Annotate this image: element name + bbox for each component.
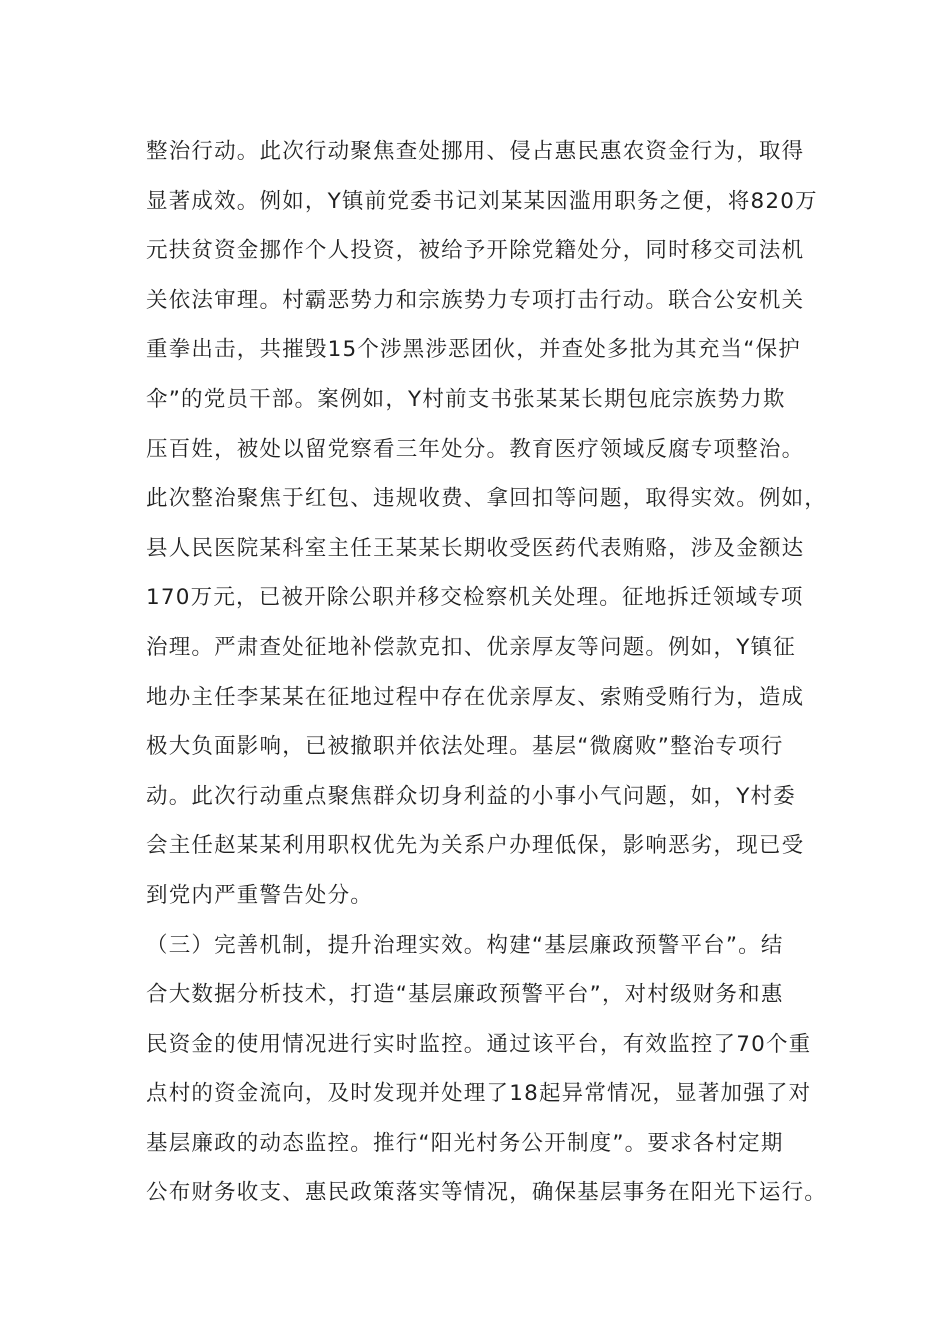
text-line: 极大负面影响，已被撤职并依法处理。基层“微腐败”整治专项行 [146,734,784,760]
section-heading-line: （三）完善机制，提升治理实效。构建“基层廉政预警平台”。结 [146,932,784,958]
text-line: 显著成效。例如，Y镇前党委书记刘某某因滥用职务之便，将820万 [146,188,818,214]
text-line: 点村的资金流向，及时发现并处理了18起异常情况，显著加强了对 [146,1081,812,1107]
text-line: 公布财务收支、惠民政策落实等情况，确保基层事务在阳光下运行。 [146,1180,828,1206]
text-line: 会主任赵某某利用职权优先为关系户办理低保，影响恶劣，现已受 [146,833,805,859]
text-line: 到党内严重警告处分。 [146,882,374,908]
text-line: 合大数据分析技术，打造“基层廉政预警平台”，对村级财务和惠 [146,982,784,1008]
text-line: 民资金的使用情况进行实时监控。通过该平台，有效监控了70个重 [146,1031,812,1057]
text-line: 170万元，已被开除公职并移交检察机关处理。征地拆迁领域专项 [146,585,804,611]
text-line: 治理。严肃查处征地补偿款克扣、优亲厚友等问题。例如，Y镇征 [146,634,796,660]
text-line: 重拳出击，共摧毁15个涉黑涉恶团伙，并查处多批为其充当“保护 [146,337,801,363]
body-text [146,134,836,1225]
text-line: 整治行动。此次行动聚焦查处挪用、侵占惠民惠农资金行为，取得 [146,139,805,164]
text-line: 县人民医院某科室主任王某某长期收受医药代表贿赂，涉及金额达 [146,535,805,561]
text-line: 元扶贫资金挪作个人投资，被给予开除党籍处分，同时移交司法机 [146,238,805,264]
text-line: 地办主任李某某在征地过程中存在优亲厚友、索贿受贿行为，造成 [146,684,805,710]
text-line: 关依法审理。村霸恶势力和宗族势力专项打击行动。联合公安机关 [146,287,805,313]
text-line: 此次整治聚焦于红包、违规收费、拿回扣等问题，取得实效。例如， [146,486,828,512]
text-line: 压百姓，被处以留党察看三年处分。教育医疗领域反腐专项整治。 [146,436,805,462]
text-line: 伞”的党员干部。案例如，Y村前支书张某某长期包庇宗族势力欺 [146,386,786,412]
text-line: 动。此次行动重点聚焦群众切身利益的小事小气问题，如，Y村委 [146,783,796,809]
text-line: 基层廉政的动态监控。推行“阳光村务公开制度”。要求各村定期 [146,1130,784,1156]
